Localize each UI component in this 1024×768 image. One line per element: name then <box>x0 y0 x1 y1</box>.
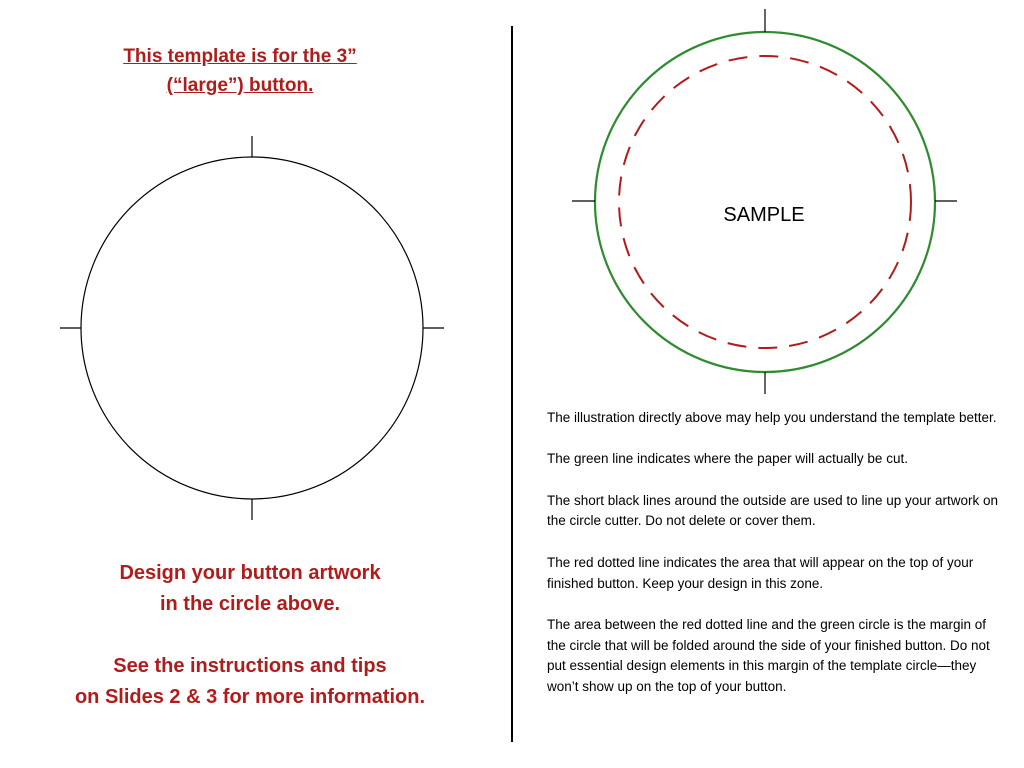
design-line-2: in the circle above. <box>159 593 341 615</box>
template-title-line-1: This template is for the 3” <box>123 46 357 67</box>
instruction-paragraph: The area between the red dotted line and the green circle is the margin of the circle that will be folded around the side of your finished button. Do not put essential design elements in this margin of the template circle—they won’t show up on the top of your button. <box>547 616 990 695</box>
instruction-paragraph: The green line indicates where the paper will actually be cut. <box>547 451 908 467</box>
instruction-paragraph: The red dotted line indicates the area that will appear on the top of your finished button. Keep your design in this zone. <box>547 554 974 591</box>
design-line-3: See the instructions and tips <box>113 655 387 677</box>
instruction-paragraph: The illustration directly above may help you understand the template better. <box>547 410 997 425</box>
instruction-paragraph: The short black lines around the outside are used to line up your artwork on the circle cutter. Do not delete or cover them. <box>547 492 999 529</box>
sample-visible-area-circle <box>619 56 911 348</box>
spacer <box>40 620 460 651</box>
design-line-4: on Slides 2 & 3 for more information. <box>74 686 426 708</box>
vertical-divider <box>511 26 513 742</box>
sample-cut-circle <box>595 32 935 372</box>
design-instructions <box>40 558 460 713</box>
template-title-line-2: (“large”) button. <box>166 75 314 96</box>
template-circle[interactable] <box>81 157 423 499</box>
design-line-1: Design your button artwork <box>119 562 381 584</box>
instructions-text <box>547 408 1007 718</box>
sample-label: SAMPLE <box>723 204 805 226</box>
